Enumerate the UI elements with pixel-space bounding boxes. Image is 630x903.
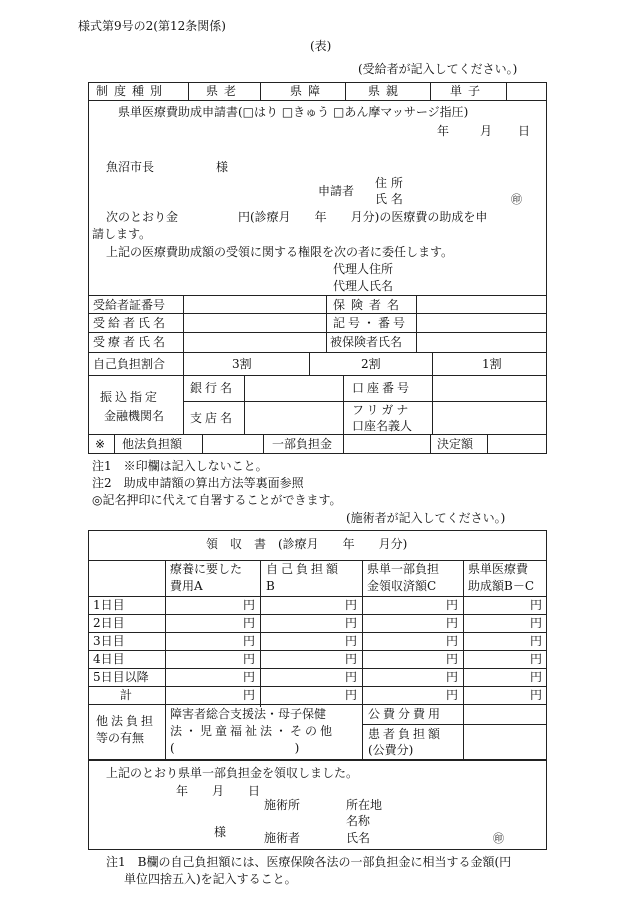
- other-law-label-line2: 等の有無: [96, 731, 145, 745]
- yen-unit: 円: [243, 616, 256, 630]
- receipt-signature-area: [88, 760, 547, 850]
- practitioner-seal: ㊞: [493, 832, 504, 845]
- system-option-elderly[interactable]: 県老: [206, 84, 243, 98]
- addressee-sama: 様: [216, 160, 229, 174]
- yen-unit: 円: [530, 670, 543, 684]
- yen-unit: 円: [345, 616, 358, 630]
- yen-unit: 円: [345, 688, 358, 702]
- agent-name-label: 代理人氏名: [333, 279, 394, 293]
- delegation-statement: 上記の医療費助成額の受領に関する権限を次の者に委任します。: [106, 245, 454, 259]
- yen-unit: 円: [530, 634, 543, 648]
- system-type-label: 制度種別: [96, 84, 169, 98]
- clinic-label: 施術所: [264, 798, 301, 812]
- copay-ratio-label: 自己負担割合: [93, 357, 166, 371]
- yen-unit: 円: [345, 634, 358, 648]
- seal-mark: ㊞: [511, 193, 522, 206]
- application-body-line1: 次のとおり金 円(診療月 年 月分)の医療費の助成を申: [106, 210, 488, 224]
- other-law-options-line2[interactable]: 法・児童福祉法・その他: [170, 724, 336, 738]
- copay-20-option[interactable]: 2割: [361, 357, 381, 371]
- header-received-line2: 金領収済額C: [367, 579, 437, 593]
- day-1-label: 1日目: [93, 598, 125, 612]
- date-year[interactable]: 年: [437, 124, 450, 138]
- date-month[interactable]: 月: [480, 124, 493, 138]
- yen-unit: 円: [446, 670, 459, 684]
- patient-burden-sub: (公費分): [368, 743, 414, 757]
- application-body-line2: 請します。: [92, 227, 152, 241]
- header-total-cost-line2: 費用A: [170, 579, 203, 593]
- yen-unit: 円: [345, 652, 358, 666]
- header-total-cost-line1: 療養に要した: [170, 562, 243, 576]
- practitioner-label: 施術者: [264, 831, 301, 845]
- side-label: (表): [310, 39, 332, 53]
- day-5-plus-label: 5日目以降: [93, 670, 149, 684]
- clinic-name-label: 名称: [346, 814, 371, 828]
- insurer-label: 保険者名: [333, 298, 406, 312]
- yen-unit: 円: [446, 634, 459, 648]
- yen-unit: 円: [345, 598, 358, 612]
- bank-label-line2: 金融機関名: [104, 409, 165, 423]
- receipt-date[interactable]: 年 月 日: [176, 784, 261, 798]
- yen-unit: 円: [530, 616, 543, 630]
- yen-unit: 円: [530, 688, 543, 702]
- footer-note-line1: 注1 B欄の自己負担額には、医療保険各法の一部負担金に相当する金額(円: [106, 855, 512, 869]
- other-law-burden-label: 他法負担額: [122, 437, 183, 451]
- day-3-label: 3日目: [93, 634, 125, 648]
- practitioner-name-label: 氏名: [346, 831, 371, 845]
- other-law-label-line1: 他法負担: [96, 714, 157, 728]
- other-law-options-line1[interactable]: 障害者総合支援法・母子保健: [170, 707, 327, 721]
- day-4-label: 4日目: [93, 652, 125, 666]
- header-self-pay-line2: B: [266, 579, 275, 593]
- insured-name-label: 被保険者氏名: [330, 335, 403, 349]
- copay-10-option[interactable]: 1割: [482, 357, 502, 371]
- yen-unit: 円: [243, 670, 256, 684]
- address-label: 住 所: [375, 176, 403, 190]
- agent-address-label: 代理人住所: [333, 262, 394, 276]
- patient-name-label: 受療者氏名: [93, 335, 169, 349]
- yen-unit: 円: [243, 652, 256, 666]
- yen-unit: 円: [243, 598, 256, 612]
- yen-unit: 円: [446, 616, 459, 630]
- header-subsidy-line1: 県単医療費: [468, 562, 529, 576]
- yen-unit: 円: [446, 688, 459, 702]
- cert-number-label: 受給者証番号: [93, 298, 166, 312]
- partial-copay-label: 一部負担金: [272, 437, 333, 451]
- other-law-other-detail[interactable]: ( ): [170, 741, 300, 755]
- copay-30-option[interactable]: 3割: [232, 357, 252, 371]
- symbol-number-label: 記号・番号: [333, 316, 409, 330]
- yen-unit: 円: [446, 598, 459, 612]
- receipt-sama: 様: [214, 825, 227, 839]
- header-received-line1: 県単一部負担: [367, 562, 440, 576]
- patient-burden-label: 患者負担額: [368, 727, 444, 741]
- system-option-disabled[interactable]: 県障: [290, 84, 327, 98]
- form-number: 様式第9号の2(第12条関係): [78, 19, 226, 33]
- header-subsidy-line2: 助成額B－C: [468, 579, 535, 593]
- application-title: 県単医療費助成申請書(□はり □きゅう □あん摩マッサージ指圧): [118, 105, 469, 119]
- received-statement: 上記のとおり県単一部負担金を領収しました。: [106, 766, 359, 780]
- branch-name-label: 支店名: [190, 411, 236, 425]
- note-1: 注1 ※印欄は記入しないこと。: [92, 459, 268, 473]
- note-3: ◎記名押印に代えて自署することができます。: [92, 493, 342, 507]
- addressee: 魚沼市長: [106, 160, 155, 174]
- recipient-name-label: 受給者氏名: [93, 316, 169, 330]
- yen-unit: 円: [530, 652, 543, 666]
- furigana-label: フリガナ: [352, 403, 412, 417]
- yen-unit: 円: [446, 652, 459, 666]
- note-2: 注2 助成申請額の算出方法等裏面参照: [92, 476, 304, 490]
- applicant-note: (受給者が記入してください。): [358, 62, 518, 76]
- system-option-parent[interactable]: 県親: [368, 84, 405, 98]
- decided-amount-label: 決定額: [437, 437, 474, 451]
- yen-unit: 円: [243, 688, 256, 702]
- public-cost-label: 公費分費用: [368, 707, 444, 721]
- account-number-label: 口座番号: [352, 381, 413, 395]
- provider-note: (施術者が記入してください。): [346, 511, 506, 525]
- clinic-location-label: 所在地: [346, 798, 383, 812]
- day-2-label: 2日目: [93, 616, 125, 630]
- applicant-label: 申請者: [318, 184, 355, 198]
- yen-unit: 円: [530, 598, 543, 612]
- bank-name-label: 銀行名: [190, 381, 236, 395]
- header-self-pay-line1: 自己負担額: [266, 562, 342, 576]
- system-option-single-child[interactable]: 単子: [450, 84, 487, 98]
- receipt-title: 領 収 書 (診療月 年 月分): [206, 537, 408, 551]
- date-day[interactable]: 日: [518, 124, 531, 138]
- office-use-mark: ※: [95, 437, 106, 451]
- account-holder-label: 口座名義人: [352, 419, 413, 433]
- yen-unit: 円: [345, 670, 358, 684]
- footer-note-line2: 単位四捨五入)を記入すること。: [124, 872, 297, 886]
- name-label: 氏 名: [375, 192, 403, 206]
- yen-unit: 円: [243, 634, 256, 648]
- bank-label-line1: 振込指定: [100, 390, 161, 404]
- total-label: 計: [120, 688, 133, 702]
